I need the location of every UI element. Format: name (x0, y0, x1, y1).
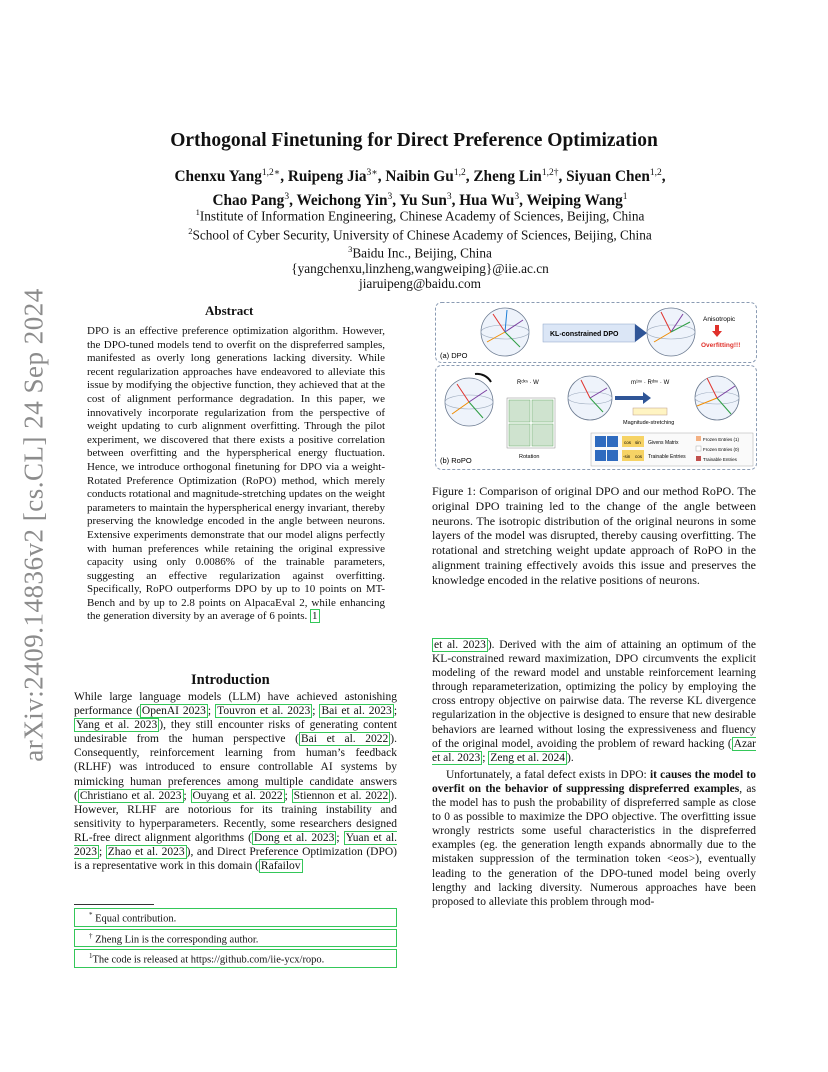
author: Chenxu Yang$^{1,2∗}$ (174, 168, 281, 186)
matrix-cell (595, 436, 606, 447)
email: jiaruipeng@baidu.com (359, 276, 481, 292)
sphere-icon (568, 376, 612, 420)
affiliation: $^2$School of Cyber Security, University of Chinese Academy of Sciences, Beijing, China (188, 225, 652, 243)
dpo-label: (a) DPO (440, 351, 468, 360)
rdn-w-label: Rᵈˣⁿ · W (517, 380, 539, 386)
footnote-divider (74, 904, 154, 905)
citation-link[interactable]: Zeng et al. 2024 (490, 751, 566, 764)
citation-link[interactable]: Azar et al. 2023 (432, 737, 756, 764)
paragraph: Unfortunately, a fatal defect exists in DPO: it causes the model to overfit on the behavior of suppressing dispreferred examples, as the model has to push the probability of dispreferred sample as close to 0 as possible to maximize the DPO objective. The overfitting issue wrongly restricts some useful characteristics in the dispreferred examples (eg. the generation length expands abnormally due to the mistaken suppression of the termination token <eos>), eventually leading to the generation of the DPO-tuned model being overly lengthy and lacking diversity. Numerous approaches have been proposed to alleviate this problem through mod- (432, 768, 756, 908)
affiliation: $^1$Institute of Information Engineering, Chinese Academy of Sciences, Beijing, China (195, 207, 645, 224)
author: Naibin Gu$^{1,2}$ (385, 168, 466, 186)
paragraph: et al. 2023 ). Derived with the aim of attaining an optimum of the KL-constrained reward maximization, DPO circumvents the explicit modeling of the reward model and unstable reinforcement learning through reparameterization, optimizing the policy by employing the cross entropy objective on pairwise data. The reverse KL divergence regularization in the objective is designed to ensure that new desirable behaviors are learned without losing the expressiveness and fluency of the original model, avoiding the problem of reward hacking ( Azar et al. 2023 ; Zeng et al. 2024 ). (432, 639, 756, 764)
citation-link[interactable]: Touvron et al. 2023 (217, 705, 311, 718)
anisotropic-label: Anisotropic (703, 316, 736, 323)
givens-entry: sin (635, 440, 641, 445)
arrow-right-icon (615, 392, 651, 404)
sphere-icon (445, 374, 493, 426)
author: Weiping Wang$^1$ (526, 192, 628, 210)
author: Ruipeng Jia$^{3∗}$ (287, 168, 378, 186)
sphere-icon (695, 376, 739, 420)
email: {yangchenxu,linzheng,wangweiping}@iie.ac.cn (291, 260, 549, 276)
matrix-cell (607, 450, 618, 461)
givens-entry: cos (624, 440, 632, 445)
figure-caption: Figure 1: Comparison of original DPO and our method RoPO. The original DPO training led to the change of the angle between neurons. The isotropic distribution of the original neurons in some layers of the model was disrupted, thereby causing overfitting. The rotational and stretching weight update approach of RoPO in the alignment training effectively avoids this issue and preserves the knowledge encoded in the relative positions of neurons. (432, 484, 756, 587)
footnote[interactable]: $^1$The code is released at https://github.com/iie-ycx/ropo. (74, 949, 397, 968)
author-list: Chenxu Yang$^{1,2∗}$, Ruipeng Jia$^{3∗}$, Naibin Gu$^{1,2}$, Zheng Lin$^{1,2\dagger}$, Siyuan Chen$^{1,2}$, Chao Pang$^3$, Weichong Yin$^3$, Yu Sun$^3$, Hua Wu$^3$, Weiping Wang$^1$ (174, 168, 666, 210)
givens-label: Givens Matrix (648, 440, 679, 446)
author: Hua Wu$^3$ (459, 192, 520, 210)
arrow-right-icon (635, 324, 647, 342)
author: Siyuan Chen$^{1,2}$ (566, 168, 662, 186)
arrow-down-icon (712, 325, 722, 337)
figure-1 (435, 302, 757, 470)
author: Yu Sun$^3$ (399, 192, 452, 210)
citation-link[interactable]: Stiennon et al. 2022 (293, 789, 389, 802)
author: Zheng Lin$^{1,2\dagger}$ (473, 168, 559, 186)
author: Weichong Yin$^3$ (296, 192, 393, 210)
arxiv-watermark: arXiv:2409.14836v2 [cs.CL] 24 Sep 2024 (18, 288, 49, 762)
m-rdn-w-label: m¹ˣⁿ · Rᵈˣⁿ · W (631, 380, 670, 386)
footnote-link[interactable]: 1 (312, 610, 318, 623)
magnitude-label: Magnitude-stretching (623, 420, 675, 426)
citation-link[interactable]: Rafailov (260, 860, 301, 873)
right-column-body (432, 638, 756, 909)
footnote[interactable]: * Equal contribution. (74, 908, 397, 927)
legend-entry: Frozen Entries (1) (703, 437, 740, 442)
sphere-icon (647, 308, 695, 356)
givens-entry: -sin (623, 454, 631, 459)
affiliation: $^3$Baidu Inc., Beijing, China (348, 244, 492, 261)
affiliations (120, 205, 720, 291)
citation-link[interactable]: Yuan et al. 2023 (74, 831, 398, 859)
rotation-matrix (507, 398, 555, 448)
rotation-label: Rotation (519, 454, 540, 460)
citation-link[interactable]: Ouyang et al. 2022 (192, 789, 283, 802)
trainable-label: Trainable Entries (648, 454, 686, 460)
legend-entry: Frozen Entries (0) (703, 447, 740, 452)
sphere-icon (481, 308, 529, 356)
matrix-cell (595, 450, 606, 461)
paper-title: Orthogonal Finetuning for Direct Preference Optimization (170, 130, 658, 151)
overfitting-label: Overfitting!!! (701, 342, 741, 349)
magnitude-vector (633, 408, 667, 415)
introduction-body: While large language models (LLM) have achieved astonishing performance ( OpenAI 2023 ; Touvron et al. 2023 ; Bai et al. 2023 ; Yang et al. 2023 ), they still encounter risks of generating content undesirable from the human perspective ( Bai et al. 2022 ). Consequently, reinforcement learning from human’s feedback (RLHF) was introduced to ensure controllable AI systems by mimicking human preferences among multiple candidate answers ( Christiano et al. 2023 ; Ouyang et al. 2022 ; Stiennon et al. 2022 ). However, RLHF are notorious for its training instability and sensitivity to hyperparameters. Recently, some researchers designed RL-free direct alignment algorithms ( Dong et al. 2023 ; Yuan et al. 2023 ; Zhao et al. 2023 ), and Direct Preference Optimization (DPO) is a representative work in this domain ( Rafailov (74, 691, 398, 873)
citation-link[interactable]: Bai et al. 2022 (300, 733, 389, 746)
legend-swatch (696, 446, 701, 451)
citation-link[interactable]: Zhao et al. 2023 (107, 846, 185, 859)
citation-link[interactable]: Dong et al. 2023 (254, 831, 335, 844)
legend-swatch (696, 456, 701, 461)
citation-link[interactable]: Bai et al. 2023 (321, 705, 392, 718)
ropo-label: (b) RoPO (440, 456, 472, 465)
abstract-heading: Abstract (205, 303, 254, 318)
citation-link[interactable]: OpenAI 2023 (141, 705, 206, 718)
citation-link[interactable]: Christiano et al. 2023 (79, 789, 182, 802)
author: Chao Pang$^3$ (212, 192, 290, 210)
citation-link[interactable]: Yang et al. 2023 (76, 719, 158, 732)
legend-swatch (696, 436, 701, 441)
introduction-heading: Introduction (191, 672, 270, 688)
abstract-body: DPO is an effective preference optimization algorithm. However, the DPO-tuned models tend to overfit on the dispreferred samples, manifested as overly long generations lacking diversity. While recent regularization approaches have endeavored to alleviate this issue by modifying the objective function, they achieved that at the cost of alignment performance degradation. In this paper, we innovatively incorporate regularization from the perspective of weight updating to curb alignment overfitting. Through the pilot experiment, we discovered that there exists a positive correlation between overfitting and the hyperspherical energy fluctuation. Hence, we introduce orthogonal finetuning for DPO via a weight-Rotated Preference Optimization (RoPO) method, which merely conducts rotational and magnitude-stretching updates on the weight parameters to maintain the hyperspherical energy invariant, thereby preserving the knowledge encoded in the angle between neurons. Extensive experiments demonstrate that our model aligns perfectly with human preferences while retaining the original expressive capacity using only 0.0086% of the trainable parameters, suggesting an effective regularization against overfitting. Specifically, RoPO outperforms DPO by up to 10 points on MT-Bench and by up to 2.8 points on AlpacaEval 2, while enhancing the generation diversity by an average of 6 points. 1 (87, 325, 385, 623)
footnote[interactable]: † Zheng Lin is the corresponding author. (74, 929, 397, 948)
matrix-cell (607, 436, 618, 447)
citation-link[interactable]: et al. 2023 (434, 639, 486, 651)
legend-entry: Trainable Entries (703, 457, 737, 462)
givens-entry: cos (635, 454, 643, 459)
footnotes (74, 908, 397, 970)
kl-label: KL-constrained DPO (550, 331, 619, 338)
